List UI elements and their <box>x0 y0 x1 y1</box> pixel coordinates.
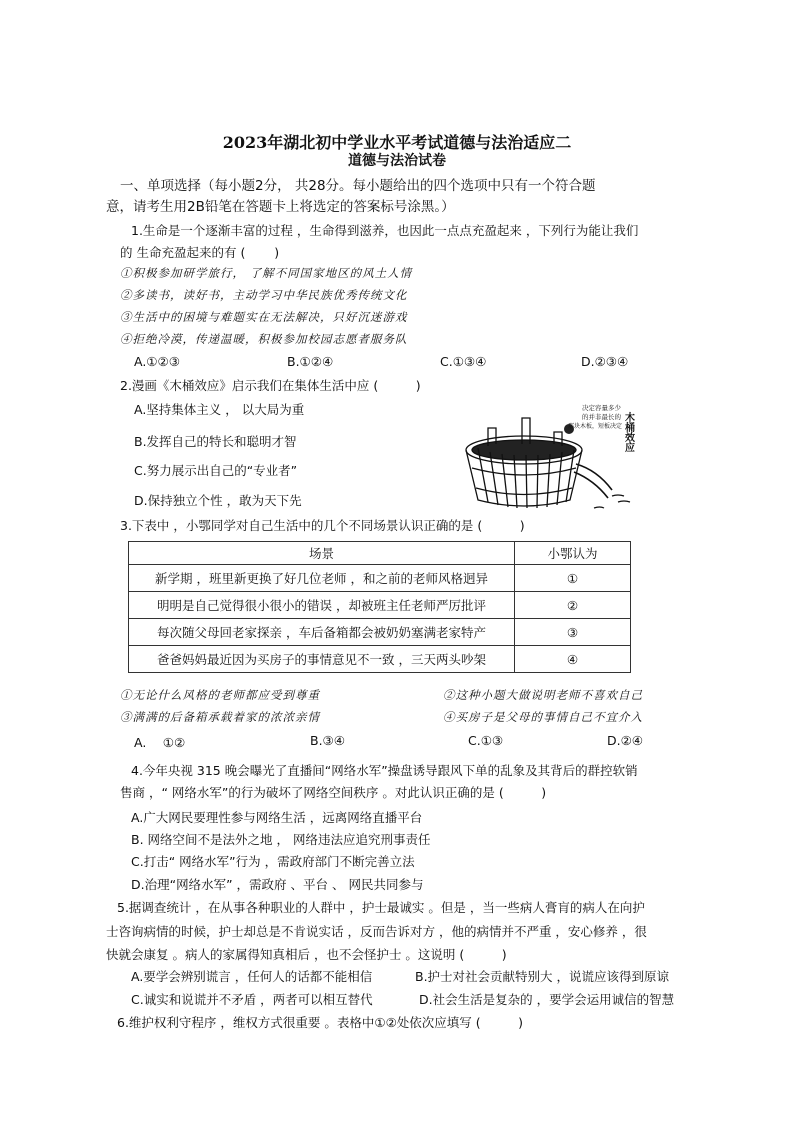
cartoon-caption-3: 那块木板，短板决定 <box>568 423 623 430</box>
q1-option-a[interactable]: A.①②③ <box>134 354 180 369</box>
q4-option-c[interactable]: C.打击“ 网络水军”行为 ，需政府部门不断完善立法 <box>131 854 415 869</box>
q1-stem-line2: 的 生命充盈起来的有 ( ) <box>120 245 280 260</box>
q3-statement-3: ③满满的后备箱承载着家的浓浓亲情 <box>120 710 320 724</box>
q1-item-1: ①积极参加研学旅行， 了解不同国家地区的风土人情 <box>120 266 413 280</box>
table-cell-scene: 每次随父母回老家探亲 ，车后备箱都会被奶奶塞满老家特产 <box>129 619 515 646</box>
q2-option-c[interactable]: C.努力展示出自己的“专业者” <box>134 463 298 478</box>
q6-stem: 6.维护权利守程序 ，维权方式很重要 。表格中①②处依次应填写 ( ) <box>117 1015 524 1030</box>
q3-option-d[interactable]: D.②④ <box>607 733 644 748</box>
q2-stem: 2.漫画《木桶效应》启示我们在集体生活中应 ( ) <box>120 378 421 393</box>
cartoon-caption-1: 决定容量多少 <box>582 404 621 412</box>
table-cell-view: ④ <box>515 646 631 673</box>
q4-stem-line1: 4.今年央视 315 晚会曝光了直播间“网络水军”操盘诱导跟风下单的乱象及其背后的群控软销 <box>131 763 638 778</box>
q3-statement-4: ④买房子是父母的事情自己不宜介入 <box>443 710 643 724</box>
section-instruction-line1: 一、单项选择（每小题2分， 共28分。每小题给出的四个选项中只有一个符合题 <box>120 178 596 194</box>
table-row <box>129 592 631 619</box>
q3-scene-table <box>128 541 631 673</box>
table-cell-view: ③ <box>515 619 631 646</box>
q1-option-b[interactable]: B.①②④ <box>287 354 334 369</box>
table-row <box>129 646 631 673</box>
cartoon-caption-2: 的并非最长的 <box>582 413 621 421</box>
table-cell-scene: 新学期 ，班里新更换了好几位老师 ，和之前的老师风格迥异 <box>129 565 515 592</box>
table-cell-scene: 爸爸妈妈最近因为买房子的事情意见不一致 ，三天两头吵架 <box>129 646 515 673</box>
table-header-view: 小鄂认为 <box>515 542 631 565</box>
barrel-cartoon <box>462 398 642 513</box>
q1-option-d[interactable]: D.②③④ <box>581 354 629 369</box>
q5-stem-line3: 快就会康复 。病人的家属得知真相后 ，也不会怪护士 。这说明 ( ) <box>106 947 507 962</box>
q5-option-c[interactable]: C.诚实和说谎并不矛盾 ，两者可以相互替代 <box>131 992 373 1007</box>
q3-statement-1: ①无论什么风格的老师都应受到尊重 <box>120 688 320 702</box>
q3-option-c[interactable]: C.①③ <box>468 733 504 748</box>
q3-option-a[interactable]: A. ①② <box>134 735 186 750</box>
q1-item-4: ④拒绝冷漠，传递温暖，积极参加校园志愿者服务队 <box>120 332 408 346</box>
cartoon-title: 木桶效应 <box>622 412 634 452</box>
q4-option-d[interactable]: D.治理“网络水军” ，需政府 、平台 、 网民共同参与 <box>131 877 424 892</box>
q3-option-b[interactable]: B.③④ <box>310 733 345 748</box>
q1-item-3: ③生活中的困境与难题实在无法解决，只好沉迷游戏 <box>120 310 408 324</box>
q1-item-2: ②多读书，读好书，主动学习中华民族优秀传统文化 <box>120 288 408 302</box>
q3-statement-2: ②这种小题大做说明老师不喜欢自己 <box>443 688 643 702</box>
q1-stem-line1: 1.生命是一个逐渐丰富的过程 ，生命得到滋养，也因此一点点充盈起来 ，下列行为能让我们 <box>131 223 639 238</box>
q5-option-b[interactable]: B.护士对社会贡献特别大 ，说谎应该得到原谅 <box>415 969 670 984</box>
q2-option-b[interactable]: B.发挥自己的特长和聪明才智 <box>134 434 297 449</box>
q5-option-d[interactable]: D.社会生活是复杂的 ，要学会运用诚信的智慧 <box>419 992 675 1007</box>
q4-stem-line2: 售商 ，“ 网络水军”的行为破坏了网络空间秩序 。对此认识正确的是 ( ) <box>120 785 547 800</box>
table-header-scene: 场景 <box>129 542 515 565</box>
q4-option-a[interactable]: A.广大网民要理性参与网络生活 ，远离网络直播平台 <box>131 810 423 825</box>
table-header-row <box>129 542 631 565</box>
table-row <box>129 619 631 646</box>
table-row <box>129 565 631 592</box>
q3-stem: 3.下表中 ，小鄂同学对自己生活中的几个不同场景认识正确的是 ( ) <box>120 518 525 533</box>
q2-option-a[interactable]: A.坚持集体主义 ， 以大局为重 <box>134 402 305 417</box>
q2-option-d[interactable]: D.保持独立个性 ，敢为天下先 <box>134 493 302 508</box>
exam-subtitle: 道德与法治试卷 <box>348 153 446 169</box>
q5-stem-line2: 士咨询病情的时候，护士却总是不肯说实话 ，反而告诉对方 ，他的病情并不严重 ，安心修养 ，很 <box>106 924 647 939</box>
section-instruction-line2: 意，请考生用2B铅笔在答题卡上将选定的答案标号涂黑。） <box>106 199 455 215</box>
q5-stem-line1: 5.据调查统计 ，在从事各种职业的人群中 ，护士最诚实 。但是 ，当一些病人膏肓的病人在向护 <box>117 900 645 915</box>
barrel-illustration <box>466 418 630 508</box>
q5-option-a[interactable]: A.要学会辨别谎言 ，任何人的话都不能相信 <box>131 969 373 984</box>
table-cell-view: ② <box>515 592 631 619</box>
table-cell-view: ① <box>515 565 631 592</box>
exam-title: 2023年湖北初中学业水平考试道德与法治适应二 <box>222 133 572 152</box>
q4-option-b[interactable]: B. 网络空间不是法外之地 ， 网络违法应追究刑事责任 <box>131 832 431 847</box>
table-cell-scene: 明明是自己觉得很小很小的错误 ，却被班主任老师严厉批评 <box>129 592 515 619</box>
q1-option-c[interactable]: C.①③④ <box>440 354 487 369</box>
